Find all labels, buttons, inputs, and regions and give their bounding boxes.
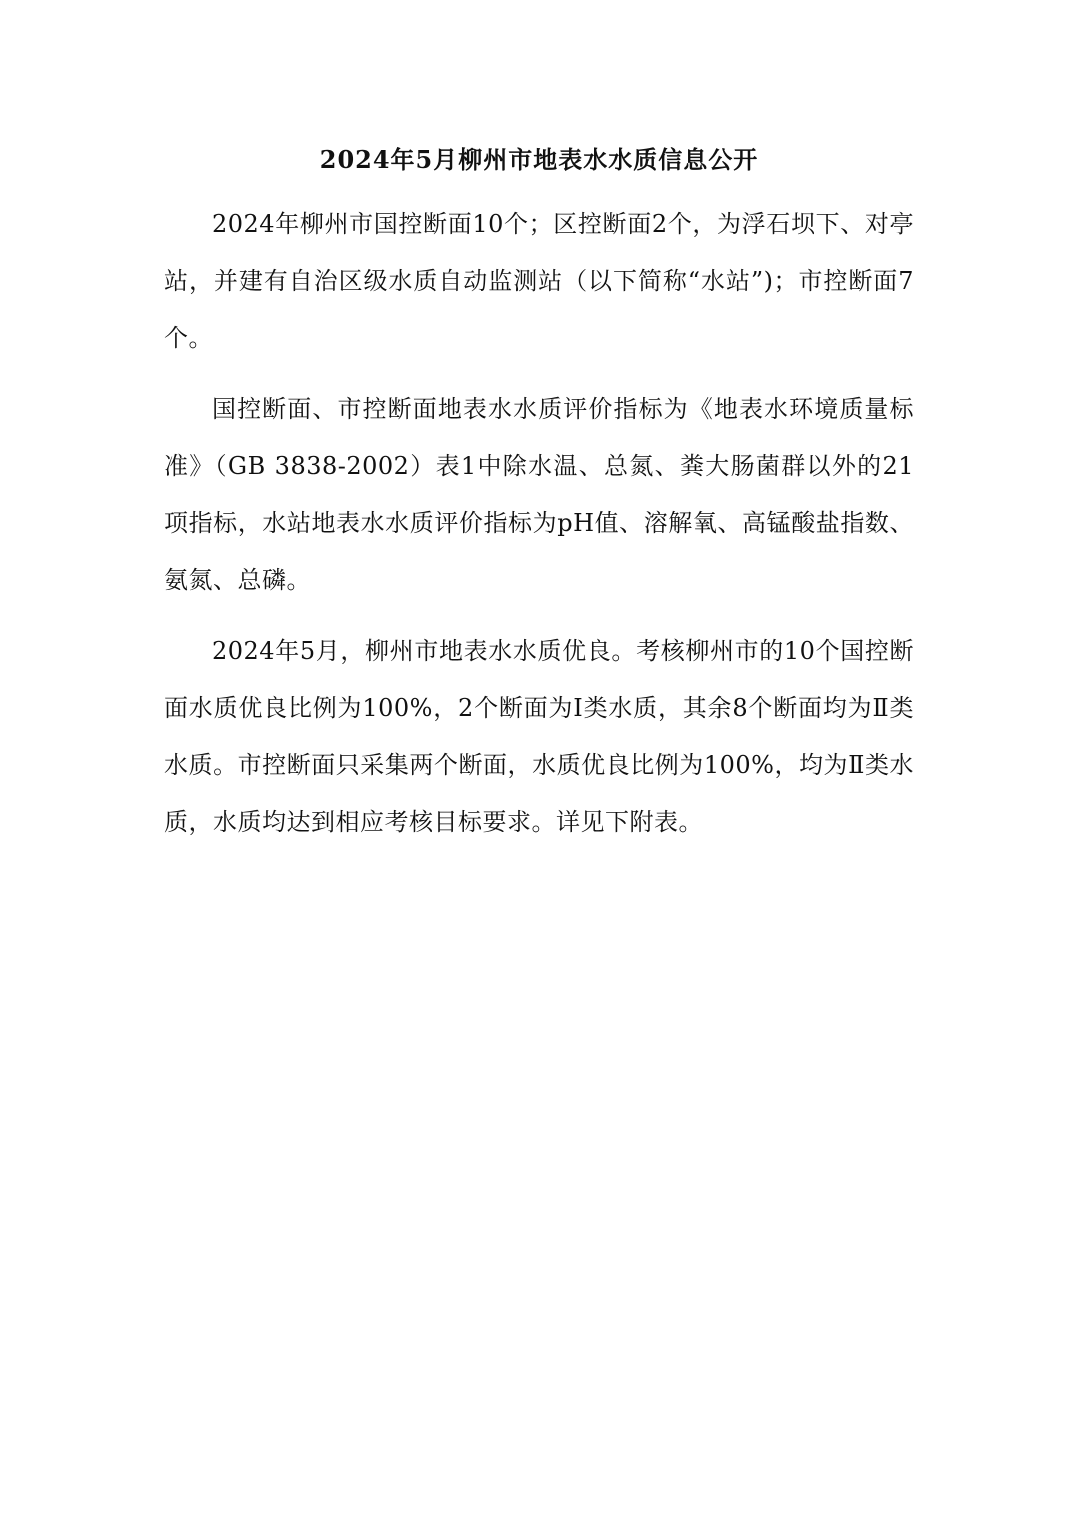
document-title: 2024年5月柳州市地表水水质信息公开 [319,145,759,174]
paragraph-water-quality-results: 2024年5月，柳州市地表水水质优良。考核柳州市的10个国控断面水质优良比例为100%，2个断面为Ⅰ类水质，其余8个断面均为Ⅱ类水质。市控断面只采集两个断面，水质优良比例为100%，均为Ⅱ类水质，水质均达到相应考核目标要求。详见下附表。 [164,637,914,836]
paragraph-evaluation-indicators: 国控断面、市控断面地表水水质评价指标为《地表水环境质量标准》（GB 3838-2002）表1中除水温、总氮、粪大肠菌群以外的21项指标，水站地表水水质评价指标为pH值、溶解氧、高锰酸盐指数、氨氮、总磷。 [164,395,914,594]
document-body [164,138,914,851]
paragraph-monitoring-sections: 2024年柳州市国控断面10个；区控断面2个，为浮石坝下、对亭站，并建有自治区级水质自动监测站（以下简称“水站”)；市控断面7个。 [164,210,914,352]
